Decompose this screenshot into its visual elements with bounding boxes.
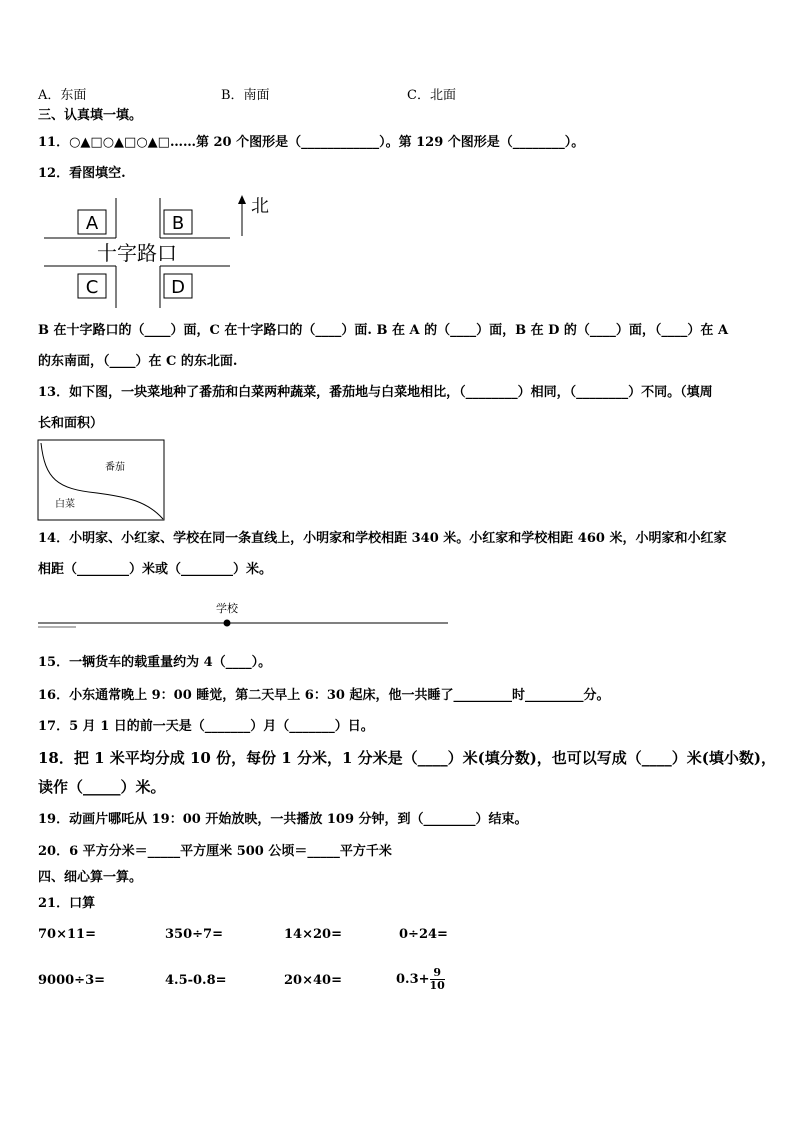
question-14-line2: 相距（________）米或（________）米。 [38, 562, 273, 577]
question-21-title: 21．口算 [38, 896, 96, 911]
vegetable-plot-figure [37, 439, 167, 521]
crossroads-label: 十字路口 [97, 241, 177, 265]
question-12-title: 12．看图填空. [38, 166, 126, 181]
option-c: C．北面 [407, 88, 456, 103]
school-line-figure [36, 598, 456, 634]
cabbage-label: 白菜 [55, 499, 75, 510]
calc-3: 14×20= [284, 927, 342, 942]
calc-8-prefix: 0.3+ [396, 972, 430, 987]
label-d: D [171, 277, 185, 298]
section4-title: 四、细心算一算。 [38, 870, 143, 885]
crossroads-figure [40, 192, 280, 312]
question-11: 11．○▲□○▲□○▲□……第 20 个图形是（____________）。第 129 个图形是（________）。 [38, 135, 585, 150]
calc-5: 9000÷3= [38, 973, 106, 988]
label-a: A [85, 213, 99, 234]
calc-6: 4.5-0.8= [165, 973, 227, 988]
calc-7: 20×40= [284, 973, 342, 988]
question-12-line2: 的东南面，（____）在 C 的东北面. [38, 354, 238, 369]
school-point [224, 620, 231, 627]
question-18-line2: 读作（_____）米。 [38, 778, 166, 796]
fraction-denominator: 10 [429, 979, 445, 992]
north-arrow-icon [238, 195, 246, 204]
north-label: 北 [251, 196, 269, 217]
fraction-numerator: 9 [430, 967, 445, 980]
calc-8 [396, 960, 445, 1000]
question-16: 16．小东通常晚上 9：00 睡觉，第二天早上 6：30 起床，他一共睡了_________时_________分。 [38, 688, 610, 703]
question-13-line1: 13．如下图，一块菜地种了番茄和白菜两种蔬菜，番茄地与白菜地相比，（________）相同，（________）不同。（填周 [38, 385, 713, 400]
option-b: B．南面 [221, 88, 270, 103]
question-19: 19．动画片哪吒从 19：00 开始放映，一共播放 109 分钟，到（________）结束。 [38, 812, 528, 827]
question-14-line1: 14．小明家、小红家、学校在同一条直线上，小明家和学校相距 340 米。小红家和学校相距 460 米，小明家和小红家 [38, 531, 727, 546]
question-15: 15．一辆货车的载重量约为 4（____）。 [38, 655, 272, 670]
question-17: 17．5 月 1 日的前一天是（_______）月（_______）日。 [38, 719, 374, 734]
calc-2: 350÷7= [165, 927, 223, 942]
label-b: B [171, 213, 185, 234]
label-c: C [85, 277, 99, 298]
school-label: 学校 [216, 602, 238, 615]
calc-4: 0÷24= [399, 927, 448, 942]
question-12-line1: B 在十字路口的（____）面，C 在十字路口的（____）面. B 在 A 的（____）面，B 在 D 的（____）面，（____）在 A [38, 323, 729, 338]
calc-1: 70×11= [38, 927, 96, 942]
tomato-label: 番茄 [105, 462, 125, 473]
question-20: 20．6 平方分米＝_____平方厘米 500 公顷＝_____平方千米 [38, 844, 392, 859]
fraction [430, 967, 445, 992]
section3-title: 三、认真填一填。 [38, 108, 143, 123]
option-a: A．东面 [38, 88, 87, 103]
question-18-line1: 18．把 1 米平均分成 10 份，每份 1 分米，1 分米是（____）米(填分数)，也可以写成（____）米(填小数)， [38, 749, 777, 767]
question-13-line2: 长和面积） [38, 416, 104, 431]
